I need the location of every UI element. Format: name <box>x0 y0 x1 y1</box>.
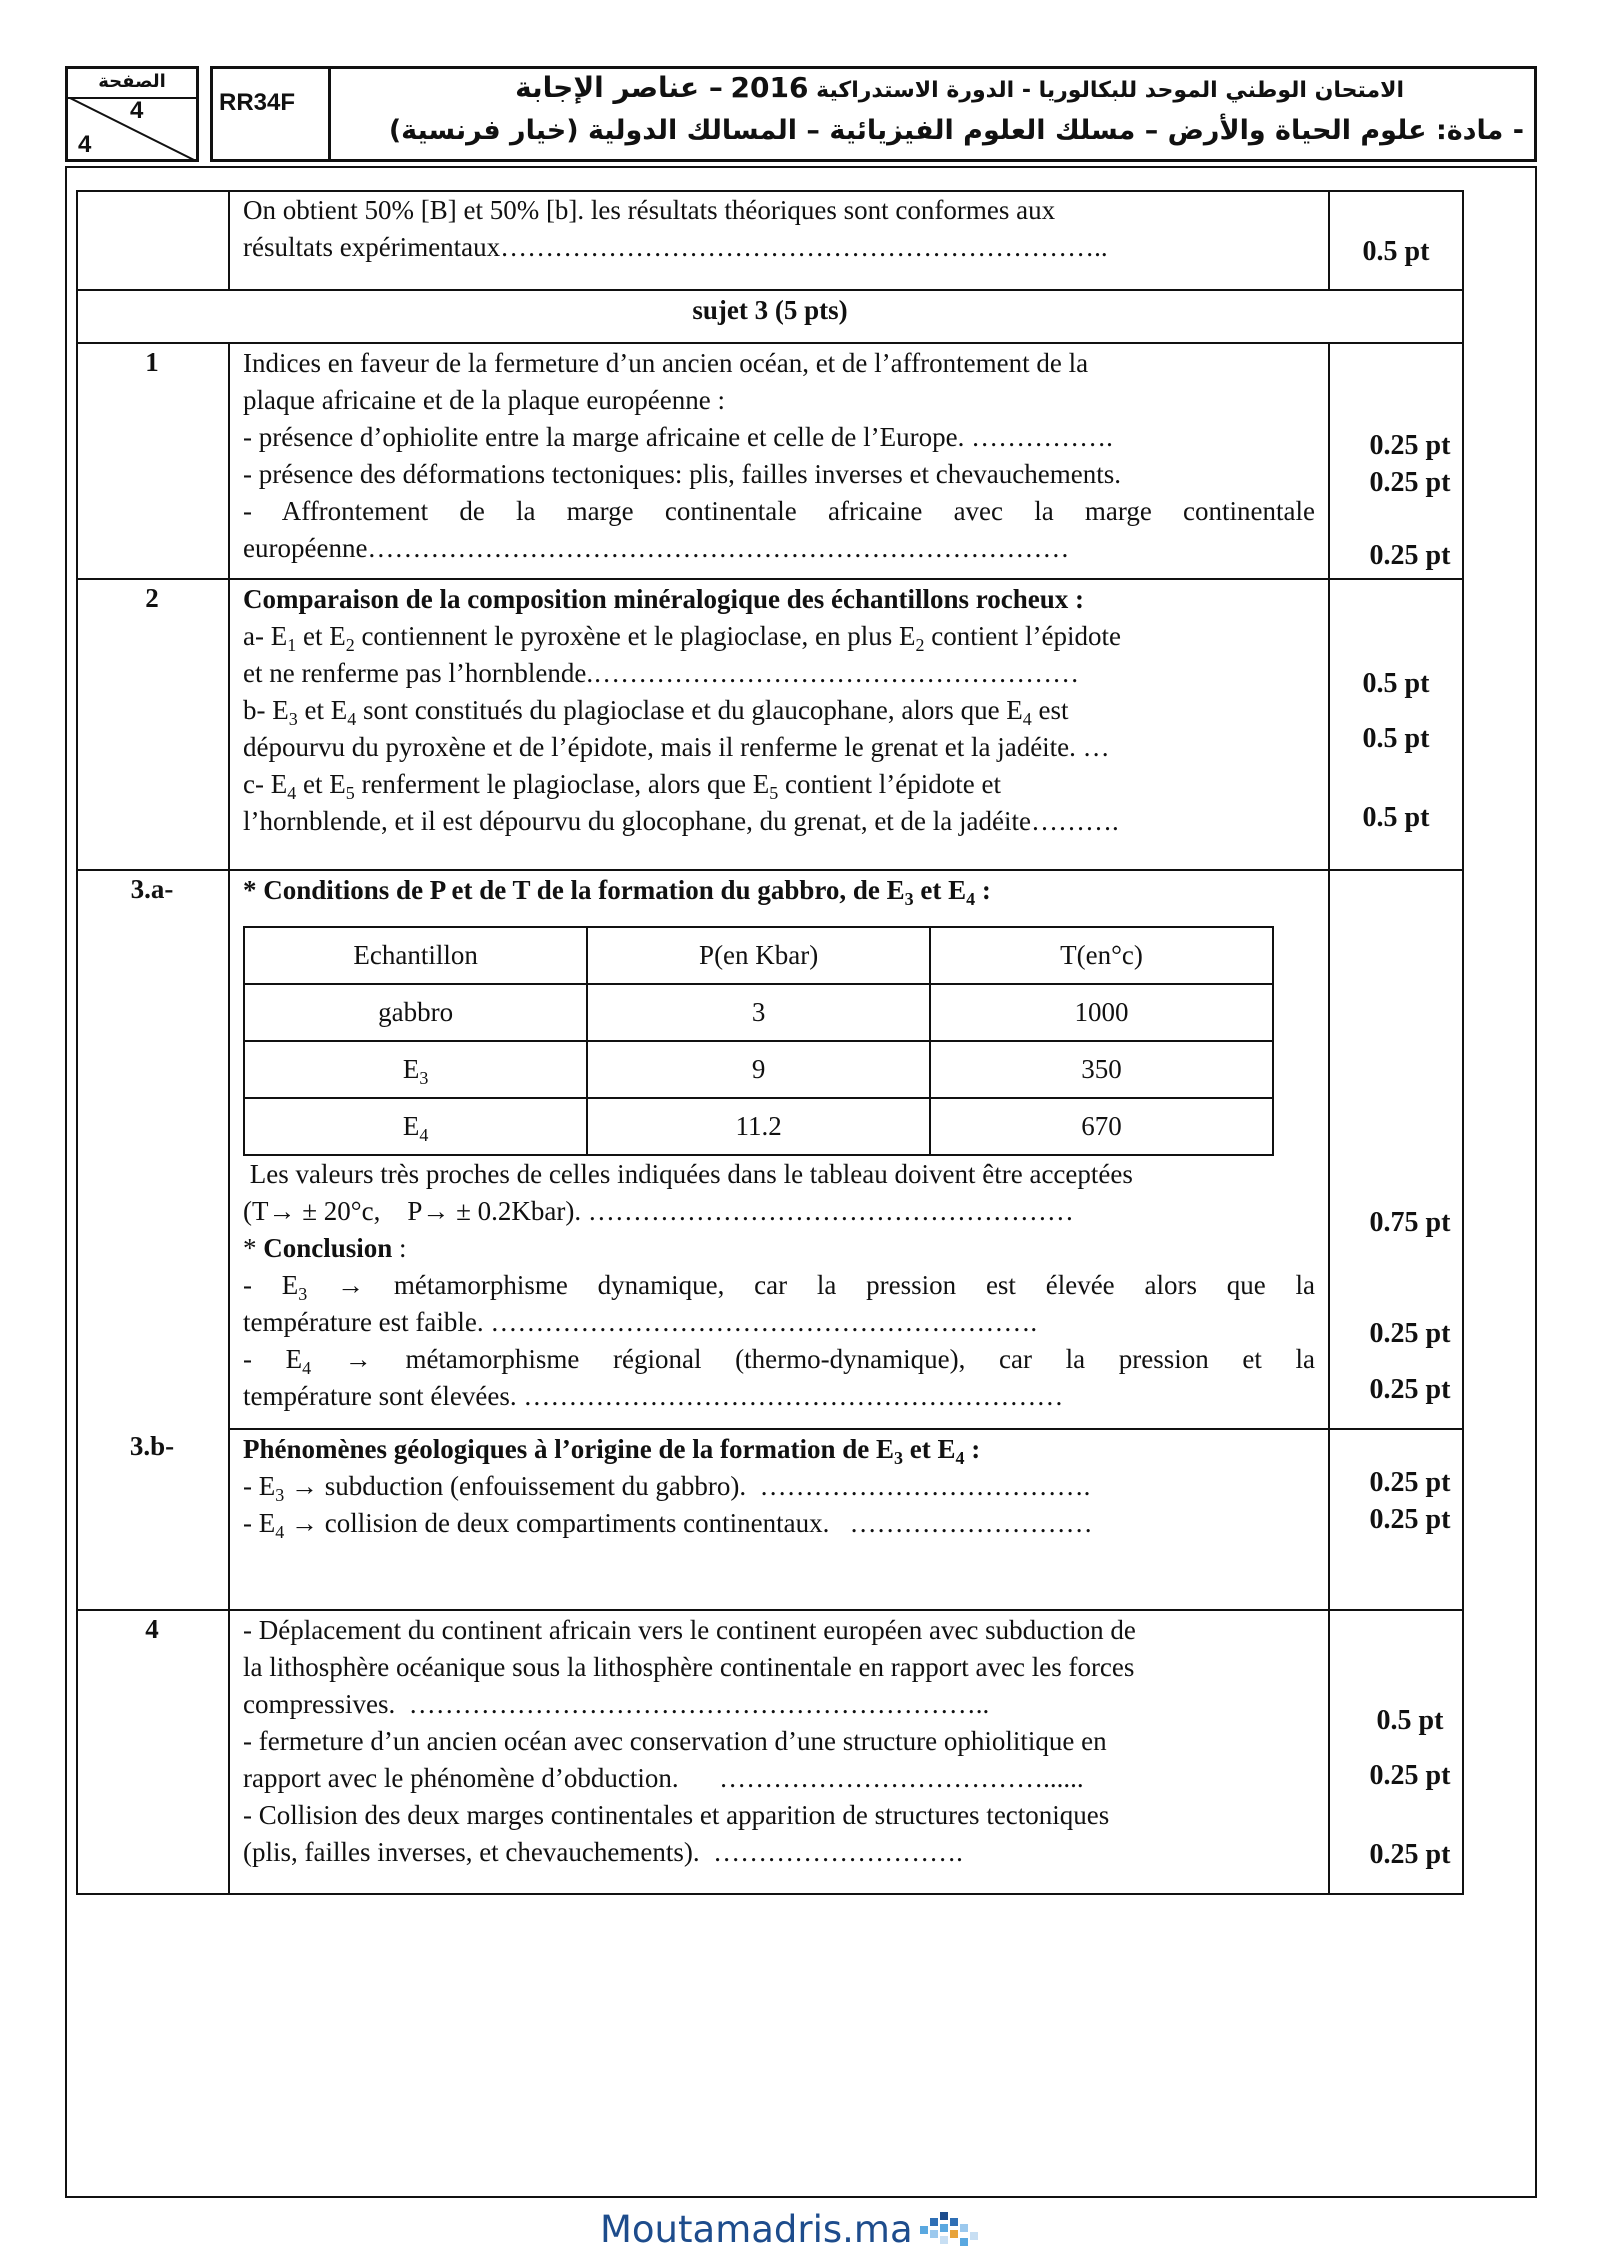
points: 0.25 pt <box>1369 540 1451 571</box>
points: 0.5 pt <box>1362 723 1430 754</box>
question-1-answer <box>243 345 1315 567</box>
points: 0.75 pt <box>1369 1207 1451 1238</box>
points: 0.25 pt <box>1369 1839 1451 1870</box>
table-cell: gabbro <box>244 984 587 1041</box>
answer-line: a- $E_1$ et $E_2$ contiennent le pyroxène et le plagioclase, en plus $E_2$ contient l’épidote <box>243 621 1121 655</box>
points: 0.25 pt <box>1369 467 1451 498</box>
row-divider <box>228 1428 1464 1430</box>
answer-line: la lithosphère océanique sous la lithosphère continentale en rapport avec les forces <box>243 1652 1135 1682</box>
answer-line: (plis, failles inverses, et chevauchements). ………………………. <box>243 1837 963 1867</box>
table-row <box>244 1041 1273 1098</box>
table-cell: 670 <box>930 1098 1273 1155</box>
table-cell: $E_3$ <box>244 1041 587 1098</box>
table-cell: 9 <box>587 1041 930 1098</box>
exam-title-line1 <box>515 71 1404 104</box>
points: 0.25 pt <box>1369 430 1451 461</box>
answer-line: Les valeurs très proches de celles indiquées dans le tableau doivent être acceptées <box>243 1159 1133 1189</box>
exam-code: RR34F <box>213 69 331 159</box>
exam-header <box>210 66 1537 162</box>
answer-line: - fermeture d’un ancien océan avec conservation d’une structure ophiolitique en <box>243 1726 1107 1756</box>
intro-row-text <box>243 192 1323 266</box>
site-logo <box>600 2208 1000 2258</box>
page-total: 4 <box>78 131 92 158</box>
answer-line: plaque africaine et de la plaque européenne : <box>243 385 725 415</box>
row-divider <box>76 869 1464 871</box>
answer-line: - Déplacement du continent africain vers le continent européen avec subduction de <box>243 1615 1136 1645</box>
table-header: P(en Kbar) <box>587 927 930 984</box>
question-number: 3.b- <box>129 1431 175 1461</box>
row-divider <box>76 578 1464 580</box>
table-header: Echantillon <box>244 927 587 984</box>
exam-title-part1: الامتحان الوطني الموحد للبكالوريا - الدورة الاستدراكية <box>816 78 1404 103</box>
answer-line: - présence des déformations tectoniques: plis, failles inverses et chevauchements. <box>243 459 1121 489</box>
points: 0.25 pt <box>1369 1374 1451 1405</box>
intro-line1: On obtient 50% [B] et 50% [b]. les résultats théoriques sont conformes aux <box>243 195 1056 225</box>
points: 0.5 pt <box>1362 802 1430 833</box>
question-3b-answer <box>243 1431 1323 1542</box>
page-number-box <box>65 66 199 162</box>
answer-line: - Affrontement de la marge continentale africaine avec la marge continentale <box>243 496 1315 526</box>
section-title: sujet 3 (5 pts) <box>692 295 848 325</box>
points: 0.25 pt <box>1369 1467 1451 1498</box>
exam-subject-line: - مادة: علوم الحياة والأرض – مسلك العلوم الفيزيائية – المسالك الدولية (خيار فرنسية) <box>388 115 1524 146</box>
answer-line: - présence d’ophiolite entre la marge africaine et celle de l’Europe. ……………. <box>243 422 1113 452</box>
answer-line: et ne renferme pas l’hornblende.……………………………………………… <box>243 658 1080 688</box>
row-divider <box>76 1609 1464 1611</box>
intro-points: 0.5 pt <box>1362 236 1430 267</box>
points: 0.5 pt <box>1362 668 1430 699</box>
question-number: 4 <box>145 1614 159 1644</box>
question-2-answer <box>243 581 1323 840</box>
answer-line: compressives. ……………………………………………………….. <box>243 1689 990 1719</box>
table-cell: 3 <box>587 984 930 1041</box>
answer-line: température sont élevées. …………………………………………………… <box>243 1381 1064 1411</box>
table-row <box>244 984 1273 1041</box>
table-header-row <box>244 927 1273 984</box>
table-row <box>244 1098 1273 1155</box>
answer-line: c- $E_4$ et $E_5$ renferment le plagioclase, alors que $E_5$ contient l’épidote et <box>243 769 1001 803</box>
logo-pixel-icon <box>918 2208 988 2258</box>
pt-conditions-table <box>243 926 1274 1156</box>
answer-line: - $E_4$ → collision de deux compartiments continentaux. ……………………… <box>243 1508 1093 1542</box>
table-cell: 11.2 <box>587 1098 930 1155</box>
answer-line: b- $E_3$ et $E_4$ sont constitués du plagioclase et du glaucophane, alors que $E_4$ est <box>243 695 1069 729</box>
answer-title: Phénomènes géologiques à l’origine de la formation de $E_3$ et $E_4$ : <box>243 1434 981 1468</box>
question-number: 2 <box>145 583 159 613</box>
answer-line: * Conclusion : <box>243 1233 407 1263</box>
points: 0.5 pt <box>1376 1705 1444 1736</box>
answer-title: * Conditions de P et de T de la formation du gabbro, de $E_3$ et $E_4$ : <box>243 875 991 909</box>
col-divider-left-2 <box>228 343 230 1895</box>
logo-text: Moutamadris.ma <box>600 2208 913 2251</box>
answer-line: - $E_3$ → subduction (enfouissement du gabbro). ………………………………. <box>243 1471 1091 1505</box>
answer-title: Comparaison de la composition minéralogique des échantillons rocheux : <box>243 584 1085 614</box>
table-header: T(en°c) <box>930 927 1273 984</box>
exam-year: 2016 <box>730 71 809 104</box>
table-cell: 1000 <box>930 984 1273 1041</box>
question-number: 3.a- <box>130 874 174 904</box>
points: 0.25 pt <box>1369 1318 1451 1349</box>
answer-line: (T→ ± 20°c, P→ ± 0.2Kbar). ……………………………………………… <box>243 1196 1074 1226</box>
points: 0.25 pt <box>1369 1760 1451 1791</box>
page-label: الصفحة <box>98 71 166 92</box>
col-divider-right-2 <box>1328 343 1330 1895</box>
answer-line: rapport avec le phénomène d’obduction. ………………………………...... <box>243 1763 1084 1793</box>
page-current: 4 <box>130 97 144 124</box>
answer-line: - $E_3$ → métamorphisme dynamique, car la pression est élevée alors que la <box>243 1270 1316 1304</box>
answer-line: européenne…………………………………………………………………… <box>243 533 1070 563</box>
answer-line: - Collision des deux marges continentales et apparition de structures tectoniques <box>243 1800 1110 1830</box>
question-number: 1 <box>145 347 159 377</box>
answer-line: l’hornblende, et il est dépourvu du glocophane, du grenat, et de la jadéite………. <box>243 806 1119 836</box>
row-divider <box>76 342 1464 344</box>
answer-line: - $E_4$ → métamorphisme régional (thermo-dynamique), car la pression et la <box>243 1344 1316 1378</box>
question-3a-answer <box>243 1156 1315 1415</box>
answer-line: Indices en faveur de la fermeture d’un ancien océan, et de l’affrontement de la <box>243 348 1089 378</box>
table-cell: $E_4$ <box>244 1098 587 1155</box>
intro-line2: résultats expérimentaux………………………………………………………….. <box>243 232 1108 262</box>
answer-line: température est faible. ……………………………………………………. <box>243 1307 1038 1337</box>
exam-title-part2: – عناصر الإجابة <box>515 71 723 104</box>
points: 0.25 pt <box>1369 1504 1451 1535</box>
answer-line: dépourvu du pyroxène et de l’épidote, mais il renferme le grenat et la jadéite. … <box>243 732 1110 762</box>
table-cell: 350 <box>930 1041 1273 1098</box>
question-4-answer <box>243 1612 1323 1871</box>
row-divider <box>76 289 1464 291</box>
col-divider-left <box>228 190 230 290</box>
